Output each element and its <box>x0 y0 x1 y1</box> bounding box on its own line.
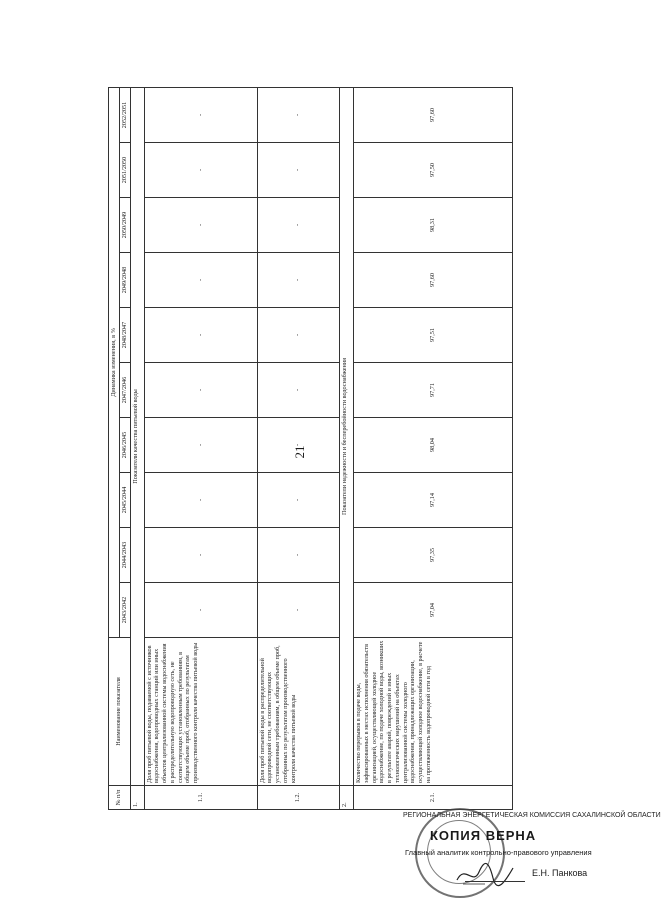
stamp-person: Е.Н. Панкова <box>532 868 588 878</box>
page-number: 21 <box>292 445 307 459</box>
value-cell: - <box>257 528 339 583</box>
header-year: 2047/2046 <box>119 363 130 418</box>
value-cell: - <box>144 308 257 363</box>
value-cell: - <box>144 528 257 583</box>
header-year: 2044/2043 <box>119 528 130 583</box>
indicator-name: Доля проб питьевой воды, подаваемой с источников водоснабжения, водопроводных станций или иных объектов централизованной системы водоснабжения в распределительную водопроводную сеть, не соответствующих установленным требованиям, в общем объеме проб, отобранных по результатам производственного контроля качества питьевой воды <box>144 638 257 786</box>
stamp-title: КОПИЯ ВЕРНА <box>430 828 537 843</box>
value-cell: - <box>144 87 257 142</box>
header-year: 2048/2047 <box>119 308 130 363</box>
value-cell: 97,60 <box>354 87 513 142</box>
value-cell: - <box>144 198 257 253</box>
indicator-name: Доля проб питьевой воды в распределительной водопроводной сети, не соответствующих установленным требованиям, в общем объеме проб, отобранных по результатам производственного контроля качества питьевой воды <box>257 638 339 786</box>
section-title: Показатели качества питьевой воды <box>130 87 144 785</box>
value-cell: 97,35 <box>354 528 513 583</box>
section-title: Показатели надежности и бесперебойности водоснабжения <box>340 87 354 785</box>
value-cell: - <box>257 87 339 142</box>
value-cell: - <box>257 253 339 308</box>
row-number: 1.1. <box>144 786 257 810</box>
value-cell: 97,60 <box>354 253 513 308</box>
table-body <box>130 87 513 809</box>
table-row <box>144 87 257 809</box>
indicator-name: Количество перерывов в подаче воды, зафиксированных в местах исполнения обязательств организацией, осуществляющей холодное водоснабжение, по подаче холодной воды, возникших в результате аварий, повреждений и иных технологических нарушений на объектах централизованной системы холодного водоснабжения, принадлежащих организации, осуществляющей холодное водоснабжение, в расчете на протяженность водопроводной сети в год <box>354 638 513 786</box>
header-name: Наименование показателя <box>109 638 131 786</box>
row-number: 2.1. <box>354 786 513 810</box>
value-cell: - <box>144 583 257 638</box>
value-cell: - <box>257 583 339 638</box>
section-row <box>130 87 144 809</box>
value-cell: - <box>257 308 339 363</box>
header-year: 2046/2045 <box>119 418 130 473</box>
value-cell: - <box>144 143 257 198</box>
value-cell: 98,04 <box>354 418 513 473</box>
indicators-table <box>108 87 513 810</box>
signature-line <box>465 881 525 882</box>
value-cell: 97,04 <box>354 583 513 638</box>
value-cell: - <box>257 418 339 473</box>
row-number: 1.2. <box>257 786 339 810</box>
tariff-indicators-table-region <box>108 88 513 810</box>
header-dynamics: Динамика изменения, в % <box>109 87 120 637</box>
value-cell: - <box>257 143 339 198</box>
value-cell: - <box>144 253 257 308</box>
header-year: 2051/2050 <box>119 143 130 198</box>
header-no: № п/п <box>109 786 131 810</box>
row-number: 1. <box>130 786 144 810</box>
value-cell: - <box>257 473 339 528</box>
value-cell: - <box>144 418 257 473</box>
value-cell: - <box>257 198 339 253</box>
header-year: 2052/2051 <box>119 87 130 142</box>
value-cell: 97,14 <box>354 473 513 528</box>
header-year: 2043/2042 <box>119 583 130 638</box>
certification-stamp <box>395 808 661 893</box>
table-row <box>354 87 513 809</box>
value-cell: - <box>257 363 339 418</box>
stamp-organization: РЕГИОНАЛЬНАЯ ЭНЕРГЕТИЧЕСКАЯ КОМИССИЯ САХАЛИНСКОЙ ОБЛАСТИ <box>403 812 661 819</box>
section-row <box>340 87 354 809</box>
header-year: 2049/2048 <box>119 253 130 308</box>
header-year: 2045/2044 <box>119 473 130 528</box>
value-cell: - <box>144 363 257 418</box>
value-cell: - <box>144 473 257 528</box>
value-cell: 98,31 <box>354 198 513 253</box>
value-cell: 97,50 <box>354 143 513 198</box>
header-year: 2050/2049 <box>119 198 130 253</box>
table-row <box>257 87 339 809</box>
stamp-subtitle: Главный аналитик контрольно-правового управления <box>405 848 592 857</box>
value-cell: 97,71 <box>354 363 513 418</box>
row-number: 2. <box>340 786 354 810</box>
signature-icon <box>455 860 515 888</box>
value-cell: 97,51 <box>354 308 513 363</box>
